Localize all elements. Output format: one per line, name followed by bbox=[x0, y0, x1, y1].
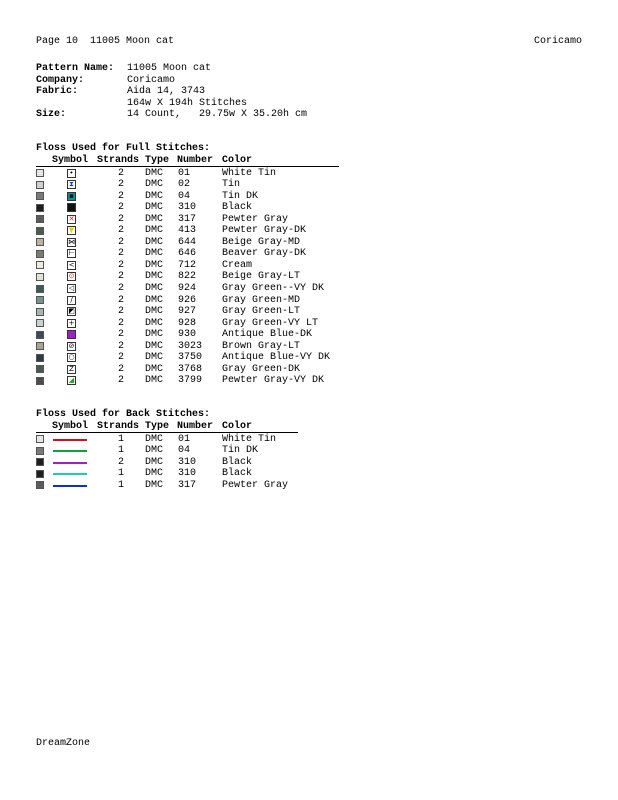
color-name-cell: White Tin bbox=[222, 167, 277, 179]
backstitch-line-icon bbox=[53, 473, 87, 475]
number-cell: 3023 bbox=[178, 340, 203, 352]
color-swatch bbox=[36, 365, 44, 373]
color-name-cell: Tin DK bbox=[222, 190, 259, 202]
column-header: Type bbox=[145, 420, 170, 432]
strands-cell: 2 bbox=[118, 283, 125, 294]
column-header: Color bbox=[222, 154, 253, 166]
backstitch-line-icon bbox=[53, 485, 87, 487]
number-cell: 04 bbox=[178, 190, 191, 202]
color-name-cell: Gray Green--VY DK bbox=[222, 283, 325, 294]
page-header-right: Coricamo bbox=[534, 36, 583, 47]
color-swatch bbox=[36, 481, 44, 489]
type-cell: DMC bbox=[145, 236, 164, 248]
strands-cell: 2 bbox=[118, 306, 125, 318]
number-cell: 01 bbox=[178, 433, 191, 445]
type-cell: DMC bbox=[145, 317, 164, 329]
strands-cell: 2 bbox=[118, 271, 125, 283]
strands-cell: 2 bbox=[118, 340, 125, 352]
strands-cell: 2 bbox=[118, 294, 125, 306]
info-label: Pattern Name: bbox=[36, 63, 115, 74]
type-cell: DMC bbox=[145, 167, 164, 179]
number-cell: 926 bbox=[178, 294, 197, 306]
strands-cell: 1 bbox=[118, 445, 125, 457]
color-swatch bbox=[36, 285, 44, 293]
info-value: Coricamo bbox=[127, 74, 176, 86]
stitch-symbol-icon: ✕ bbox=[68, 214, 75, 223]
stitch-symbol-icon: ▼ bbox=[68, 226, 75, 235]
color-name-cell: Beige Gray-MD bbox=[222, 236, 301, 248]
column-header: Type bbox=[145, 154, 170, 166]
color-swatch bbox=[36, 204, 44, 212]
number-cell: 924 bbox=[178, 283, 197, 294]
number-cell: 01 bbox=[178, 167, 191, 179]
strands-cell: 2 bbox=[118, 236, 125, 248]
color-name-cell: Pewter Gray bbox=[222, 479, 289, 491]
stitch-symbol-icon: ▪ bbox=[67, 192, 76, 201]
number-cell: 930 bbox=[178, 329, 197, 341]
type-cell: DMC bbox=[145, 456, 164, 468]
strands-cell: 2 bbox=[118, 190, 125, 202]
strands-cell: 2 bbox=[118, 248, 125, 260]
info-value: Aida 14, 3743 bbox=[127, 86, 206, 97]
strands-cell: 1 bbox=[118, 433, 125, 445]
strands-cell: 2 bbox=[118, 259, 125, 271]
number-cell: 644 bbox=[178, 236, 197, 248]
number-cell: 646 bbox=[178, 248, 197, 260]
color-name-cell: Antique Blue-DK bbox=[222, 329, 313, 341]
column-header: Number bbox=[177, 154, 214, 166]
color-swatch bbox=[36, 250, 44, 258]
type-cell: DMC bbox=[145, 352, 164, 364]
stitch-symbol-icon: ◁ bbox=[68, 284, 75, 292]
number-cell: 928 bbox=[178, 317, 197, 329]
number-cell: 310 bbox=[178, 202, 197, 214]
stitch-symbol-icon: ⊢ bbox=[68, 249, 75, 258]
type-cell: DMC bbox=[145, 225, 164, 237]
color-swatch bbox=[36, 458, 44, 466]
header-rule bbox=[36, 432, 298, 433]
color-name-cell: Beige Gray-LT bbox=[222, 271, 301, 283]
strands-cell: 2 bbox=[118, 167, 125, 179]
color-name-cell: Black bbox=[222, 202, 253, 214]
backstitch-line-icon bbox=[53, 450, 87, 452]
type-cell: DMC bbox=[145, 306, 164, 318]
type-cell: DMC bbox=[145, 329, 164, 341]
strands-cell: 2 bbox=[118, 352, 125, 364]
type-cell: DMC bbox=[145, 479, 164, 491]
stitch-symbol-icon: ○ bbox=[68, 353, 75, 362]
backstitch-line-icon bbox=[53, 462, 87, 464]
stitch-symbol-icon: ⋈ bbox=[68, 237, 75, 246]
strands-cell: 2 bbox=[118, 329, 125, 341]
strands-cell: 2 bbox=[118, 375, 125, 387]
column-header: Number bbox=[177, 420, 214, 432]
color-name-cell: Beaver Gray-DK bbox=[222, 248, 307, 260]
color-name-cell: Gray Green-VY LT bbox=[222, 317, 319, 329]
strands-cell: 2 bbox=[118, 363, 125, 375]
color-swatch bbox=[36, 435, 44, 443]
column-header: Strands bbox=[97, 154, 140, 166]
color-swatch bbox=[36, 342, 44, 350]
strands-cell: 2 bbox=[118, 317, 125, 329]
type-cell: DMC bbox=[145, 294, 164, 306]
color-swatch bbox=[36, 331, 44, 339]
number-cell: 310 bbox=[178, 456, 197, 468]
number-cell: 413 bbox=[178, 225, 197, 237]
stitch-symbol-icon: ▪ bbox=[67, 330, 76, 339]
color-swatch bbox=[36, 273, 44, 281]
type-cell: DMC bbox=[145, 202, 164, 214]
color-swatch bbox=[36, 227, 44, 235]
type-cell: DMC bbox=[145, 259, 164, 271]
color-swatch bbox=[36, 169, 44, 177]
color-swatch bbox=[36, 308, 44, 316]
page-header-left: Page 10 11005 Moon cat bbox=[36, 36, 175, 47]
info-value: 11005 Moon cat bbox=[127, 63, 212, 74]
type-cell: DMC bbox=[145, 213, 164, 225]
stitch-symbol-icon: • bbox=[67, 169, 76, 178]
color-name-cell: Pewter Gray-DK bbox=[222, 225, 307, 237]
color-swatch bbox=[36, 261, 44, 269]
type-cell: DMC bbox=[145, 363, 164, 375]
strands-cell: 1 bbox=[118, 479, 125, 491]
info-label: Size: bbox=[36, 109, 67, 120]
strands-cell: 1 bbox=[118, 468, 125, 480]
color-name-cell: Cream bbox=[222, 259, 253, 271]
stitch-symbol-icon: ⊙ bbox=[68, 272, 75, 281]
color-name-cell: Gray Green-LT bbox=[222, 306, 301, 318]
number-cell: 02 bbox=[178, 179, 191, 191]
color-swatch bbox=[36, 447, 44, 455]
section-title: Floss Used for Full Stitches: bbox=[36, 143, 211, 154]
info-label: Company: bbox=[36, 74, 85, 86]
type-cell: DMC bbox=[145, 271, 164, 283]
strands-cell: 2 bbox=[118, 179, 125, 191]
color-swatch bbox=[36, 354, 44, 362]
number-cell: 927 bbox=[178, 306, 197, 318]
color-name-cell: Tin DK bbox=[222, 445, 259, 457]
type-cell: DMC bbox=[145, 283, 164, 294]
strands-cell: 2 bbox=[118, 225, 125, 237]
color-name-cell: Tin bbox=[222, 179, 241, 191]
column-header: Symbol bbox=[52, 420, 89, 432]
info-value: 164w X 194h Stitches bbox=[127, 97, 248, 109]
type-cell: DMC bbox=[145, 433, 164, 445]
type-cell: DMC bbox=[145, 248, 164, 260]
stitch-symbol-icon: + bbox=[68, 318, 75, 327]
color-swatch bbox=[36, 181, 44, 189]
type-cell: DMC bbox=[145, 445, 164, 457]
type-cell: DMC bbox=[145, 375, 164, 387]
stitch-symbol-icon: ◩ bbox=[68, 307, 75, 316]
column-header: Symbol bbox=[52, 154, 89, 166]
number-cell: 317 bbox=[178, 479, 197, 491]
strands-cell: 2 bbox=[118, 456, 125, 468]
number-cell: 3799 bbox=[178, 375, 203, 387]
number-cell: 3750 bbox=[178, 352, 203, 364]
backstitch-line-icon bbox=[53, 439, 87, 441]
number-cell: 310 bbox=[178, 468, 197, 480]
color-swatch bbox=[36, 238, 44, 246]
color-name-cell: Black bbox=[222, 468, 253, 480]
color-swatch bbox=[36, 192, 44, 200]
color-name-cell: Gray Green-MD bbox=[222, 294, 301, 306]
color-swatch bbox=[36, 296, 44, 304]
stitch-symbol-icon: / bbox=[67, 296, 76, 305]
color-swatch bbox=[36, 215, 44, 223]
stitch-symbol-icon: ▪ bbox=[67, 203, 76, 212]
color-swatch bbox=[36, 377, 44, 385]
stitch-symbol-icon: ⧗ bbox=[67, 180, 76, 189]
number-cell: 712 bbox=[178, 259, 197, 271]
page-footer: DreamZone bbox=[36, 738, 91, 749]
type-cell: DMC bbox=[145, 468, 164, 480]
type-cell: DMC bbox=[145, 179, 164, 191]
color-name-cell: Gray Green-DK bbox=[222, 363, 301, 375]
column-header: Color bbox=[222, 420, 253, 432]
stitch-symbol-icon: Z bbox=[67, 365, 76, 374]
color-name-cell: Antique Blue-VY DK bbox=[222, 352, 331, 364]
color-name-cell: Brown Gray-LT bbox=[222, 340, 301, 352]
color-name-cell: Black bbox=[222, 456, 253, 468]
stitch-symbol-icon: ◢ bbox=[68, 376, 75, 385]
strands-cell: 2 bbox=[118, 202, 125, 214]
header-rule bbox=[36, 166, 339, 167]
number-cell: 3768 bbox=[178, 363, 203, 375]
strands-cell: 2 bbox=[118, 213, 125, 225]
info-label: Fabric: bbox=[36, 86, 79, 97]
type-cell: DMC bbox=[145, 340, 164, 352]
stitch-symbol-icon: < bbox=[68, 260, 75, 269]
section-title: Floss Used for Back Stitches: bbox=[36, 409, 211, 420]
color-name-cell: White Tin bbox=[222, 433, 277, 445]
type-cell: DMC bbox=[145, 190, 164, 202]
number-cell: 04 bbox=[178, 445, 191, 457]
number-cell: 822 bbox=[178, 271, 197, 283]
info-value: 14 Count, 29.75w X 35.20h cm bbox=[127, 109, 308, 120]
stitch-symbol-icon: ⊘ bbox=[68, 341, 75, 350]
color-swatch bbox=[36, 470, 44, 478]
color-name-cell: Pewter Gray bbox=[222, 213, 289, 225]
color-swatch bbox=[36, 319, 44, 327]
number-cell: 317 bbox=[178, 213, 197, 225]
column-header: Strands bbox=[97, 420, 140, 432]
color-name-cell: Pewter Gray-VY DK bbox=[222, 375, 325, 387]
